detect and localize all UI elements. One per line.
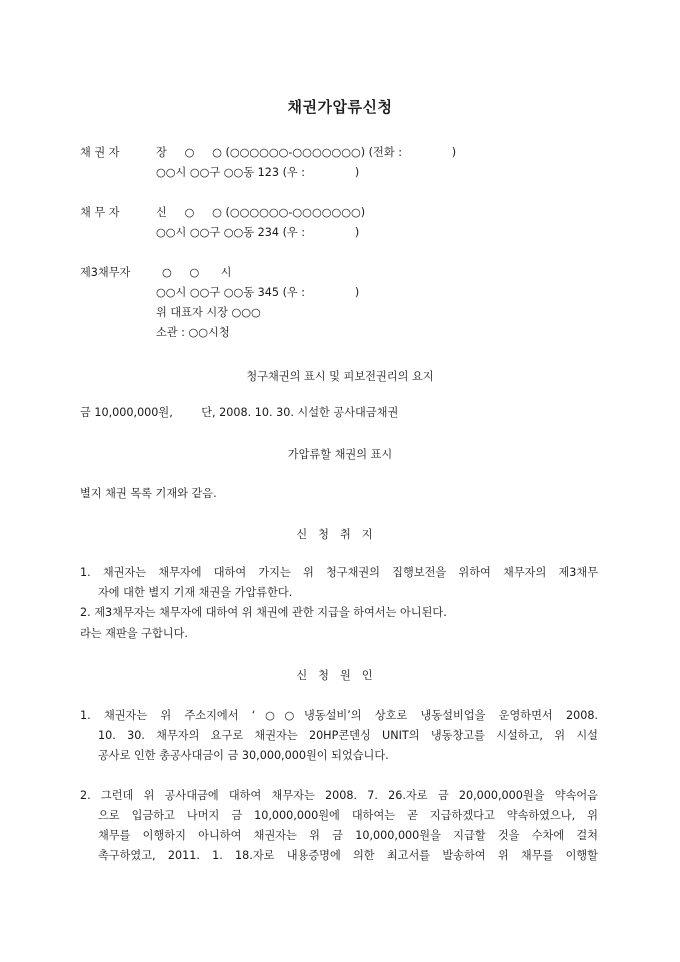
reason-heading: 신청원인 bbox=[296, 669, 384, 682]
purpose-item1-line2: 자에 대한 별지 기재 채권을 가압류한다. bbox=[98, 586, 293, 599]
purpose-closing: 라는 재판을 구합니다. bbox=[80, 627, 188, 640]
third-debtor-representative: 위 대표자 시장 ○○○ bbox=[156, 306, 261, 319]
reason-p1-line2: 10. 30. 채무자의 요구로 채권자는 20HP콘덴싱 UNIT의 냉동창고를 시설하고, 위 시설 bbox=[98, 729, 598, 742]
creditor-name-line: 장 ○ ○ (○○○○○○-○○○○○○○) (전화 : ) bbox=[156, 146, 457, 159]
claim-heading: 청구채권의 표시 및 피보전권리의 요지 bbox=[246, 370, 434, 383]
seized-claim-heading: 가압류할 채권의 표시 bbox=[287, 448, 393, 461]
reason-p2-line3: 채무를 이행하지 아니하여 채권자는 위 금 10,000,000원을 지급할 것을 수차에 걸쳐 bbox=[98, 829, 598, 842]
creditor-address: ○○시 ○○구 ○○동 123 (우 : ) bbox=[156, 166, 360, 179]
debtor-address: ○○시 ○○구 ○○동 234 (우 : ) bbox=[156, 226, 360, 239]
document-title: 채권가압류신청 bbox=[287, 98, 393, 116]
purpose-item2: 2. 제3채무자는 채무자에 대하여 위 채권에 관한 지급을 하여서는 아니된다. bbox=[80, 606, 447, 619]
reason-p2-line2: 으로 입금하고 나머지 금 10,000,000원에 대하여는 곧 지급하겠다고 약속하였으나, 위 bbox=[98, 809, 598, 822]
claim-text: 금 10,000,000원, 단, 2008. 10. 30. 시설한 공사대금채권 bbox=[80, 406, 399, 419]
reason-p2-line4: 촉구하였고, 2011. 1. 18.자로 내용증명에 의한 최고서를 발송하여 위 채무를 이행할 bbox=[98, 849, 598, 862]
debtor-name-line: 신 ○ ○ (○○○○○○-○○○○○○○) bbox=[156, 206, 366, 219]
third-debtor-address: ○○시 ○○구 ○○동 345 (우 : ) bbox=[156, 286, 360, 299]
purpose-item1-line1: 1. 채권자는 채무자에 대하여 가지는 위 청구채권의 집행보전을 위하여 채무자의 제3채무 bbox=[80, 566, 598, 579]
third-debtor-label: 제3채무자 bbox=[80, 266, 131, 279]
debtor-label: 채 무 자 bbox=[80, 206, 120, 219]
creditor-label: 채 권 자 bbox=[80, 146, 120, 159]
reason-p1-line3: 공사로 인한 총공사대금이 금 30,000,000원이 되었습니다. bbox=[98, 749, 389, 762]
reason-p2-line1: 2. 그런데 위 공사대금에 대하여 채무자는 2008. 7. 26.자로 금 20,000,000원을 약속어음 bbox=[80, 789, 598, 802]
third-debtor-jurisdiction: 소관 : ○○시청 bbox=[156, 326, 230, 339]
seized-claim-text: 별지 채권 목록 기재와 같음. bbox=[80, 487, 217, 500]
reason-p1-line1: 1. 채권자는 위 주소지에서 ‘○○냉동설비’의 상호로 냉동설비업을 운영하면서 2008. bbox=[80, 709, 598, 722]
third-debtor-name-line: ○ ○ 시 bbox=[162, 266, 232, 279]
purpose-heading: 신청취지 bbox=[296, 528, 384, 541]
